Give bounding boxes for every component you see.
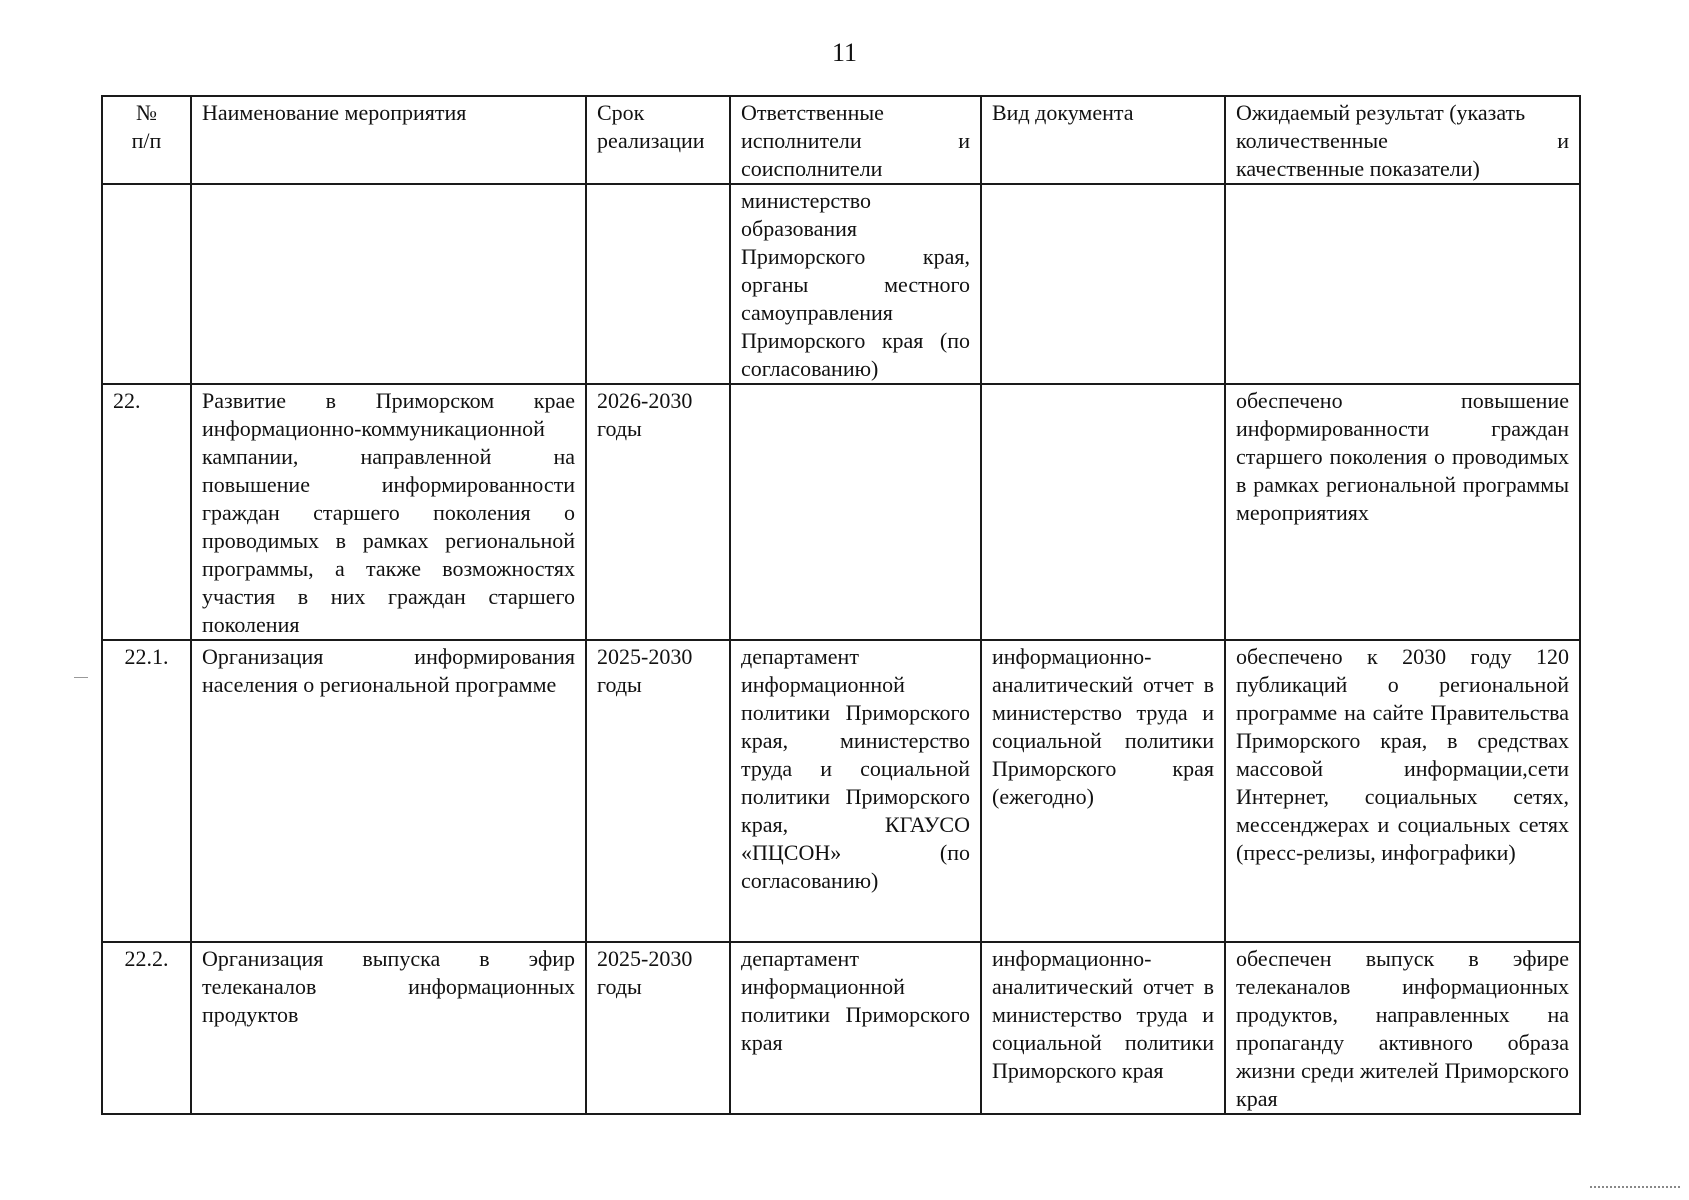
- cell-result: обеспечено к 2030 году 120 публикаций о региональной программе на сайте Правительства Приморского края, в средствах массовой информации,сети Интернет, социальных сетях, мессенджерах и социальных сетях (пресс-релизы, инфографики): [1225, 640, 1580, 942]
- activities-table: [101, 95, 1581, 1115]
- cell-responsible: департамент информационной политики Приморского края, министерство труда и социальной политики Приморского края, КГАУСО «ПЦСОН» (по согласованию): [730, 640, 981, 942]
- header-term-line2: реализации: [597, 128, 705, 153]
- header-result-line3: качественные показатели): [1236, 156, 1480, 181]
- table-row: [102, 942, 1580, 1114]
- cell-responsible: департамент информационной политики Приморского края: [730, 942, 981, 1114]
- cell-responsible: [730, 384, 981, 640]
- cell-name: Развитие в Приморском крае информационно-коммуникационной кампании, направленной на повышение информированности граждан старшего поколения о проводимых в рамках региональной программы, а также возможностях участия в них граждан старшего поколения: [191, 384, 586, 640]
- header-responsible-line2: [741, 127, 970, 155]
- header-number-line1: №: [136, 100, 157, 125]
- table-row: [102, 640, 1580, 942]
- edge-scan-mark: [1590, 1186, 1680, 1190]
- header-result: [1225, 96, 1580, 184]
- cell-number: 22.: [102, 384, 191, 640]
- header-responsible-line3: соисполнители: [741, 156, 883, 181]
- cell-document: информационно-аналитический отчет в министерство труда и социальной политики Приморского края (ежегодно): [981, 640, 1225, 942]
- header-name: Наименование мероприятия: [191, 96, 586, 184]
- cell-document: [981, 384, 1225, 640]
- header-responsible-line1: Ответственные: [741, 100, 884, 125]
- table-row: [102, 384, 1580, 640]
- page-number: 11: [831, 38, 858, 67]
- cell-result: [1225, 184, 1580, 384]
- header-result-line2: [1236, 127, 1569, 155]
- cell-name: Организация выпуска в эфир телеканалов информационных продуктов: [191, 942, 586, 1114]
- cell-result: обеспечен выпуск в эфире телеканалов информационных продуктов, направленных на пропаганду активного образа жизни среди жителей Приморского края: [1225, 942, 1580, 1114]
- header-number-line2: п/п: [131, 128, 162, 153]
- table-header-row: [102, 96, 1580, 184]
- cell-document: [981, 184, 1225, 384]
- header-responsible: [730, 96, 981, 184]
- cell-responsible: министерство образования Приморского края, органы местного самоуправления Приморского края (по согласованию): [730, 184, 981, 384]
- header-responsible-line2-left: исполнители: [741, 128, 862, 153]
- header-result-line2-left: количественные: [1236, 128, 1388, 153]
- header-document: Вид документа: [981, 96, 1225, 184]
- cell-term: 2025-2030 годы: [586, 640, 730, 942]
- header-number: [102, 96, 191, 184]
- cell-number: [102, 184, 191, 384]
- header-result-line2-right: и: [1557, 128, 1569, 153]
- header-responsible-line2-right: и: [958, 128, 970, 153]
- cell-result: обеспечено повышение информированности граждан старшего поколения о проводимых в рамках региональной программы мероприятиях: [1225, 384, 1580, 640]
- cell-name: [191, 184, 586, 384]
- margin-scan-mark: [74, 677, 88, 678]
- header-result-line1: Ожидаемый результат (указать: [1236, 100, 1526, 125]
- table-row: [102, 184, 1580, 384]
- header-term-line1: Срок: [597, 100, 645, 125]
- cell-term: 2025-2030 годы: [586, 942, 730, 1114]
- cell-number: 22.2.: [102, 942, 191, 1114]
- cell-term: [586, 184, 730, 384]
- cell-document: информационно-аналитический отчет в министерство труда и социальной политики Приморского края: [981, 942, 1225, 1114]
- header-term: [586, 96, 730, 184]
- cell-name: Организация информирования населения о региональной программе: [191, 640, 586, 942]
- cell-number: 22.1.: [102, 640, 191, 942]
- cell-term: 2026-2030 годы: [586, 384, 730, 640]
